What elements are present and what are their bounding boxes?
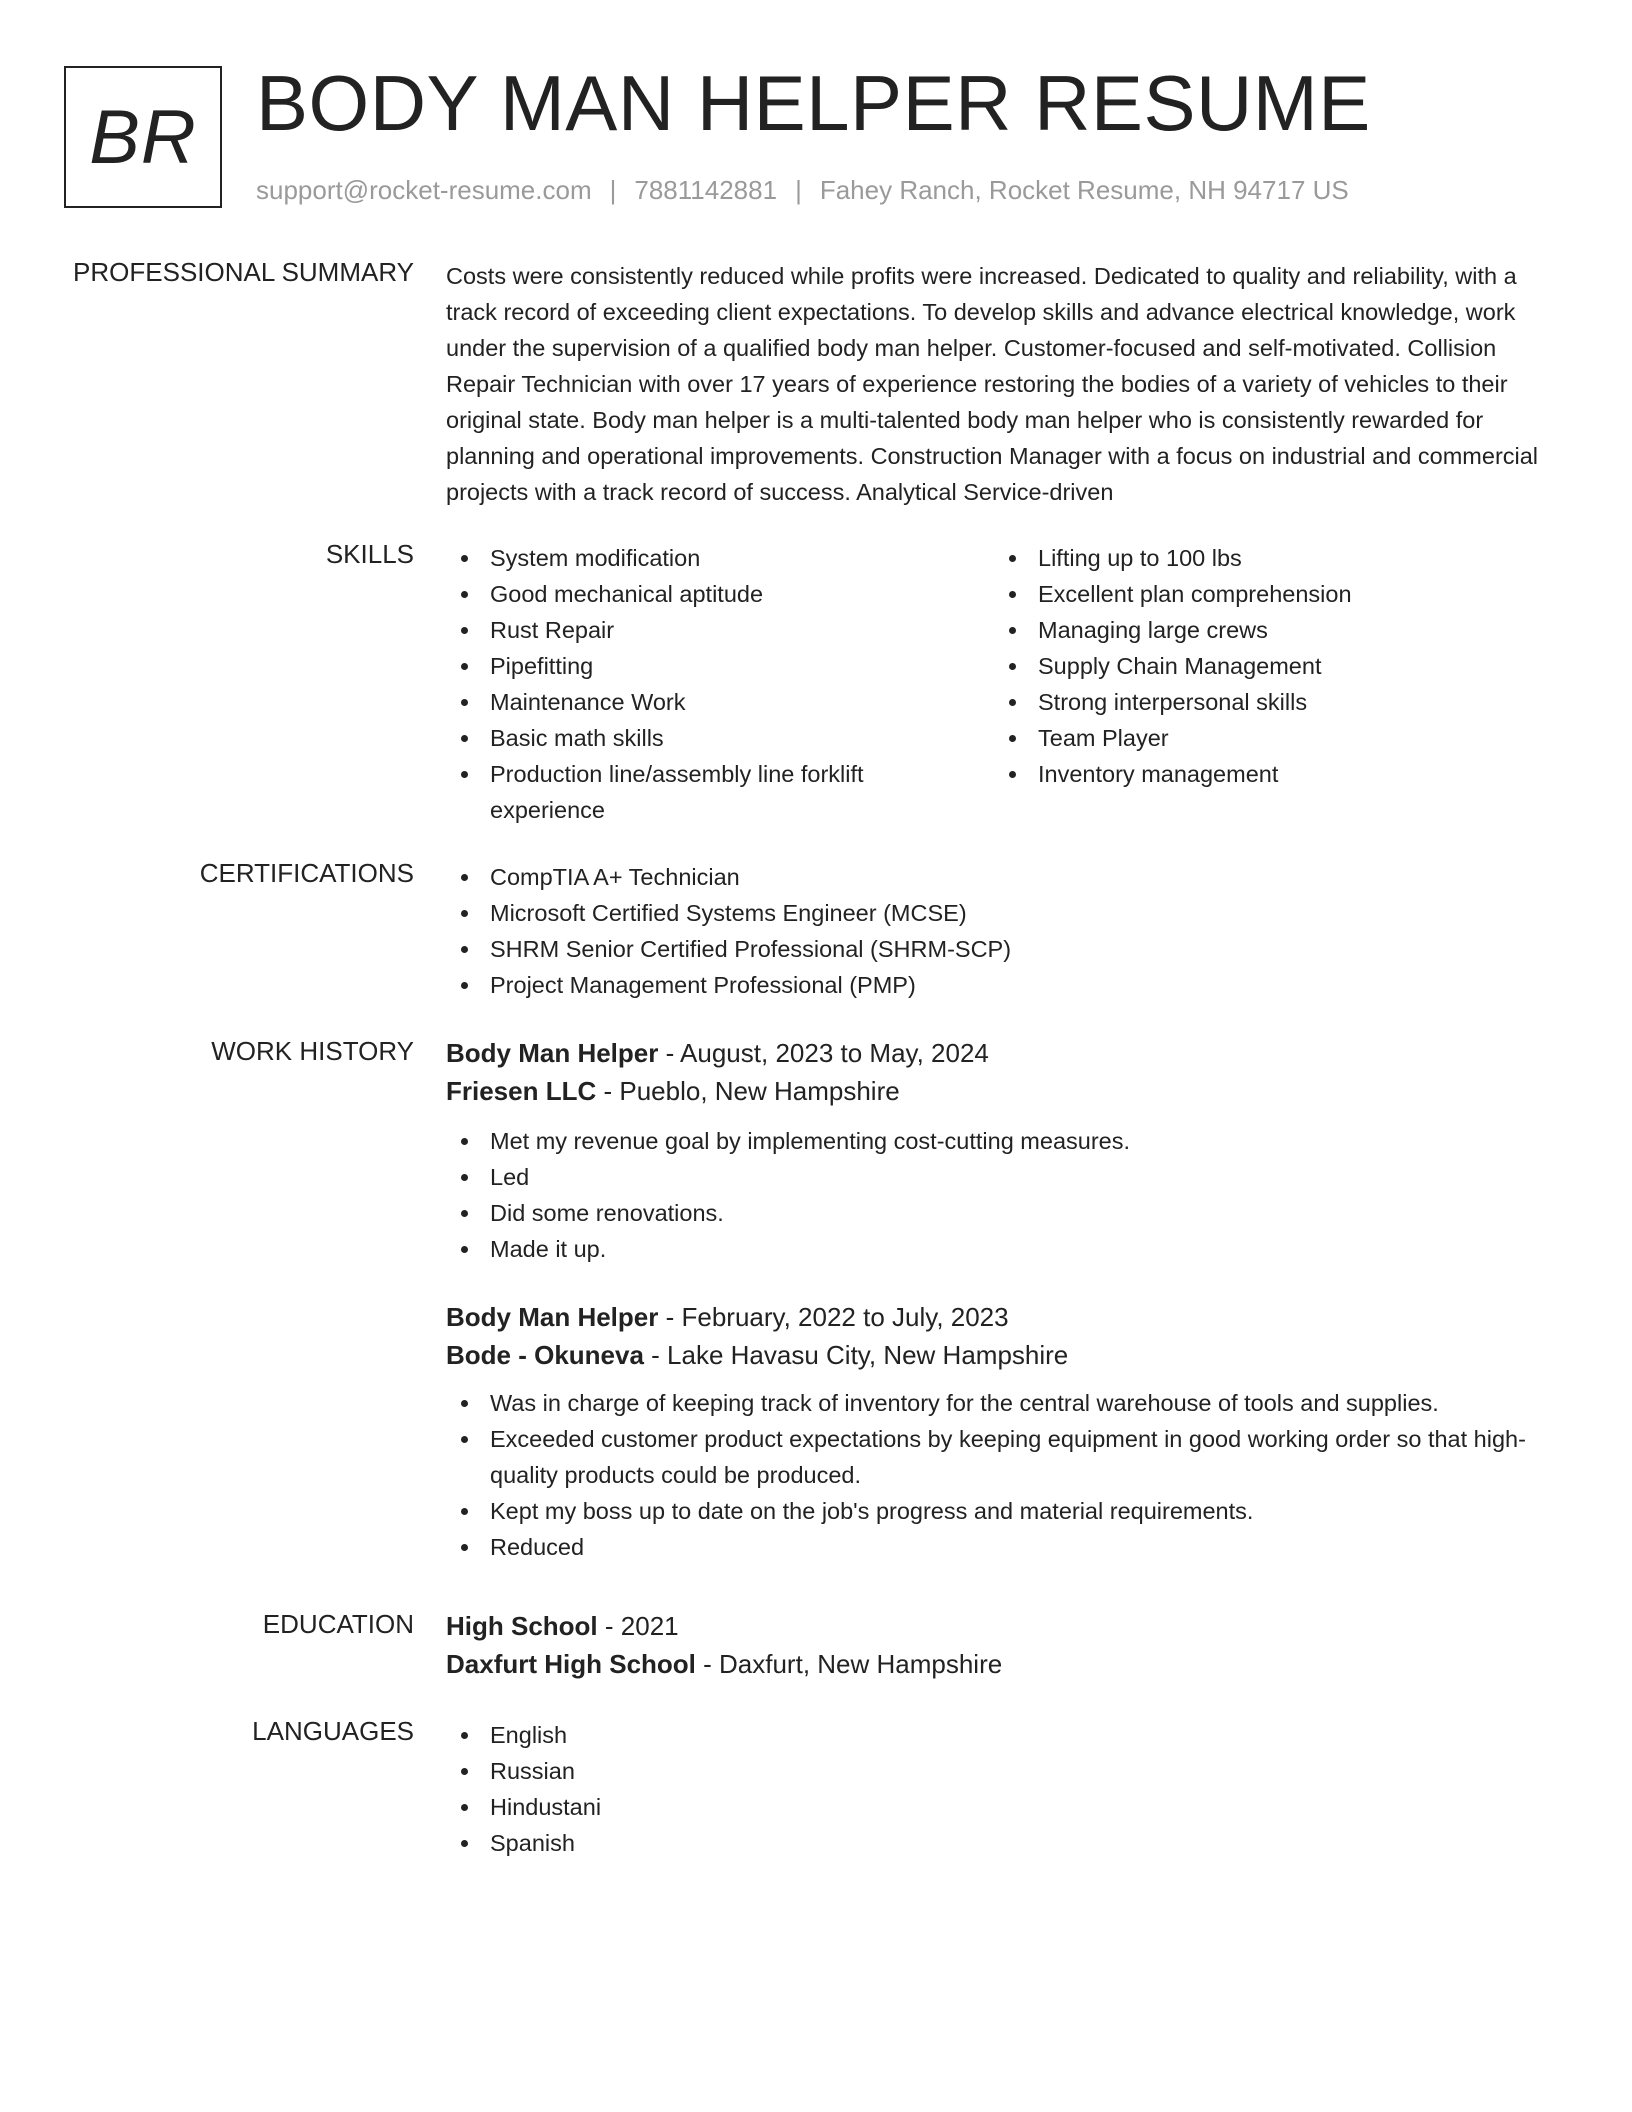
certifications-body [446,859,1562,1003]
job-dates: - February, 2022 to July, 2023 [658,1302,1009,1332]
list-item: Microsoft Certified Systems Engineer (MCSE) [446,895,1562,931]
education-school-line [446,1645,1562,1683]
list-item: Basic math skills [446,720,994,756]
certifications-list [446,859,1562,1003]
section-label-certifications: CERTIFICATIONS [199,858,414,888]
section-label-education: EDUCATION [262,1609,414,1639]
list-item: Project Management Professional (PMP) [446,967,1562,1003]
education-location: - Daxfurt, New Hampshire [695,1649,1003,1679]
job-entry [446,1034,1562,1267]
list-item: Kept my boss up to date on the job's progress and material requirements. [446,1493,1562,1529]
list-item: English [446,1717,1562,1753]
section-label-work-history: WORK HISTORY [211,1036,414,1066]
list-item: Exceeded customer product expectations by keeping equipment in good working order so that high-quality products could be produced. [446,1421,1562,1493]
languages-list [446,1717,1562,1861]
list-item: System modification [446,540,994,576]
job-company-line [446,1336,1562,1374]
job-title-line [446,1034,1562,1072]
resume-title: BODY MAN HELPER RESUME [256,59,1371,147]
job-company-line [446,1072,1562,1110]
list-item: Hindustani [446,1789,1562,1825]
contact-address: Fahey Ranch, Rocket Resume, NH 94717 US [819,175,1349,205]
list-item: Reduced [446,1529,1562,1565]
skills-list-right [994,540,1542,828]
list-item: Inventory management [994,756,1542,792]
job-location: - Pueblo, New Hampshire [596,1076,900,1106]
list-item: Spanish [446,1825,1562,1861]
job-company: Friesen LLC [446,1076,597,1106]
summary-body [446,258,1562,510]
education-degree-line [446,1607,1562,1645]
list-item: Supply Chain Management [994,648,1542,684]
job-entry [446,1298,1562,1565]
section-label-languages: LANGUAGES [252,1716,414,1746]
education-body [446,1607,1562,1683]
job-bullets [446,1123,1562,1267]
list-item: Good mechanical aptitude [446,576,994,612]
job-title-line [446,1298,1562,1336]
contact-line [256,175,1349,206]
list-item: Strong interpersonal skills [994,684,1542,720]
list-item: Excellent plan comprehension [994,576,1542,612]
list-item: Made it up. [446,1231,1562,1267]
summary-text: Costs were consistently reduced while profits were increased. Dedicated to quality and reliability, with a track record of exceeding client expectations. To develop skills and advance electrical knowledge, work under the supervision of a qualified body man helper. Customer-focused and self-motivated. Collision Repair Technician with over 17 years of experience restoring the bodies of a variety of vehicles to their original state. Body man helper is a multi-talented body man helper who is consistently rewarded for planning and operational improvements. Construction Manager with a focus on industrial and commercial projects with a track record of success. Analytical Service-driven [446,263,1539,505]
list-item: Led [446,1159,1562,1195]
work-history-body [446,1034,1562,1565]
job-dates: - August, 2023 to May, 2024 [658,1038,989,1068]
list-item: CompTIA A+ Technician [446,859,1562,895]
list-item: Russian [446,1753,1562,1789]
monogram-box [64,66,222,208]
job-title: Body Man Helper [446,1038,659,1068]
list-item: Did some renovations. [446,1195,1562,1231]
contact-phone[interactable]: 7881142881 [634,175,778,205]
list-item: Pipefitting [446,648,994,684]
contact-separator: | [609,175,617,205]
education-school: Daxfurt High School [446,1649,696,1679]
languages-body [446,1717,1562,1861]
list-item: Production line/assembly line forklift experience [446,756,994,828]
list-item: SHRM Senior Certified Professional (SHRM-SCP) [446,931,1562,967]
job-bullets [446,1385,1562,1565]
skills-body [446,540,1562,828]
education-degree: High School [446,1611,598,1641]
list-item: Was in charge of keeping track of inventory for the central warehouse of tools and supplies. [446,1385,1562,1421]
list-item: Lifting up to 100 lbs [994,540,1542,576]
job-company: Bode - Okuneva [446,1340,644,1370]
section-label-summary: PROFESSIONAL SUMMARY [73,257,414,287]
monogram-initials: BR [89,94,197,180]
list-item: Maintenance Work [446,684,994,720]
contact-separator: | [795,175,802,205]
list-item: Rust Repair [446,612,994,648]
list-item: Managing large crews [994,612,1542,648]
job-title: Body Man Helper [446,1302,659,1332]
list-item: Met my revenue goal by implementing cost-cutting measures. [446,1123,1562,1159]
section-label-skills: SKILLS [325,539,414,569]
job-location: - Lake Havasu City, New Hampshire [643,1340,1069,1370]
contact-email[interactable]: support@rocket-resume.com [256,175,592,205]
education-year: - 2021 [597,1611,679,1641]
list-item: Team Player [994,720,1542,756]
skills-list-left [446,540,994,828]
